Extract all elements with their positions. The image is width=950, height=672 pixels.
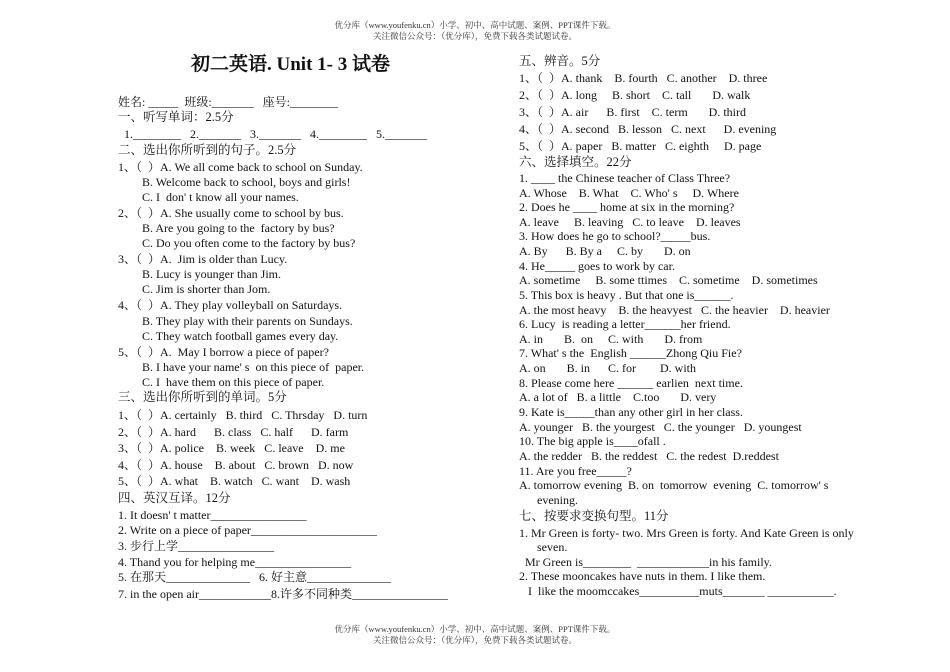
student-info: 姓名: _____ 班级:_______ 座号:________: [118, 95, 339, 109]
question-line: 2. Does he ____ home at six in the morning?: [519, 200, 735, 214]
question-line: 3. 步行上学________________: [118, 539, 275, 553]
footer-line-1: 优分库（www.youfenku.cn）小学、初中、高中试题、案例、PPT课件下载。: [334, 624, 616, 634]
header-line-2: 关注微信公众号：（优分库），免费下载各类试题试卷。: [372, 31, 577, 41]
question-line: 4. He_____ goes to work by car.: [519, 259, 675, 273]
question-line: A. sometime B. some ttimes C. sometime D. sometimes: [519, 273, 818, 287]
question-line: 2. Write on a piece of paper_____________________: [118, 523, 377, 537]
section-1-heading: 一、听写单词：2.5分: [118, 110, 234, 124]
question-line: A. younger B. the yourgest C. the younger D. youngest: [519, 420, 802, 434]
section-4-heading: 四、英汉互译。12分: [118, 491, 231, 505]
question-line: 9. Kate is_____than any other girl in her class.: [519, 405, 743, 419]
page-footer: [0, 624, 950, 646]
question-line: seven.: [519, 540, 568, 554]
question-line: 1、（ ）A. We all come back to school on Sunday.: [118, 160, 363, 174]
question-line: 4、（ ）A. house B. about C. brown D. now: [118, 458, 354, 472]
section-6-heading: 六、选择填空。22分: [519, 155, 632, 169]
question-line: 5、（ ）A. what B. watch C. want D. wash: [118, 474, 351, 488]
section-7-heading: 七、按要求变换句型。11分: [519, 509, 669, 523]
question-line: 1、（ ）A. certainly B. third C. Thrsday D. turn: [118, 408, 368, 422]
question-line: 7. What' s the English ______Zhong Qiu Fie?: [519, 346, 742, 360]
question-line: B. They play with their parents on Sundays.: [118, 314, 353, 328]
question-line: 2、（ ）A. long B. short C. tall D. walk: [519, 88, 751, 102]
section-3-heading: 三、选出你所听到的单词。5分: [118, 390, 287, 404]
question-line: 4、（ ）A. second B. lesson C. next D. evening: [519, 122, 777, 136]
question-line: B. I have your name' s on this piece of paper.: [118, 360, 365, 374]
question-line: 11. Are you free_____?: [519, 464, 632, 478]
question-line: I like the moomccakes__________muts_______ ___________.: [519, 584, 837, 598]
question-line: 2、（ ）A. hard B. class C. half D. farm: [118, 425, 349, 439]
question-line: C. I have them on this piece of paper.: [118, 375, 325, 389]
question-line: A. the redder B. the reddest C. the redest D.reddest: [519, 449, 779, 463]
question-line: 3. How does he go to school?_____bus.: [519, 229, 711, 243]
question-line: 3、（ ）A. air B. first C. term D. third: [519, 105, 746, 119]
question-line: 7. in the open air____________8.许多不同种类________________: [118, 587, 448, 601]
question-line: A. Whose B. What C. Who' s D. Where: [519, 186, 739, 200]
footer-line-2: 关注微信公众号：（优分库），免费下载各类试题试卷。: [372, 635, 577, 645]
question-line: 1. ____ the Chinese teacher of Class Three?: [519, 171, 731, 185]
question-line: A. By B. By a C. by D. on: [519, 244, 691, 258]
question-line: C. I don' t know all your names.: [118, 190, 299, 204]
question-line: 5. This box is heavy . But that one is______.: [519, 288, 734, 302]
section-2-heading: 二、选出你所听到的句子。2.5分: [118, 143, 297, 157]
question-line: 2、（ ）A. She usually come to school by bus.: [118, 206, 344, 220]
section-5-heading: 五、辨音。5分: [519, 54, 601, 68]
question-line: 1、（ ）A. thank B. fourth C. another D. three: [519, 71, 768, 85]
question-line: Mr Green is________ ____________in his family.: [519, 555, 772, 569]
question-line: 6. Lucy is reading a letter______her friend.: [519, 317, 731, 331]
question-line: B. Lucy is younger than Jim.: [118, 267, 281, 281]
header-line-1: 优分库（www.youfenku.cn）小学、初中、高中试题、案例、PPT课件下载。: [334, 20, 616, 30]
question-line: 3、（ ）A. Jim is older than Lucy.: [118, 252, 288, 266]
question-line: A. in B. on C. with D. from: [519, 332, 703, 346]
question-line: 2. These mooncakes have nuts in them. I like them.: [519, 569, 766, 583]
question-line: 5、（ ）A. paper B. matter C. eighth D. page: [519, 139, 762, 153]
question-line: 5、（ ）A. May I borrow a piece of paper?: [118, 345, 329, 359]
question-line: 10. The big apple is____ofall .: [519, 434, 666, 448]
question-line: A. a lot of B. a little C.too D. very: [519, 390, 717, 404]
question-line: 1. Mr Green is forty- two. Mrs Green is forty. And Kate Green is only: [519, 526, 854, 540]
page-header: [0, 20, 950, 42]
question-line: C. Do you often come to the factory by bus?: [118, 236, 356, 250]
question-line: C. Jim is shorter than Jom.: [118, 282, 271, 296]
question-line: A. tomorrow evening B. on tomorrow evening C. tomorrow' s: [519, 478, 829, 492]
question-line: 4. Thand you for helping me________________: [118, 555, 352, 569]
question-line: 5. 在那天______________ 6. 好主意______________: [118, 570, 392, 584]
question-line: 3、（ ）A. police B. week C. leave D. me: [118, 441, 345, 455]
question-line: B. Welcome back to school, boys and girls!: [118, 175, 351, 189]
dictation-blanks: 1.________ 2._______ 3._______ 4.________ 5._______: [118, 127, 427, 141]
question-line: A. leave B. leaving C. to leave D. leaves: [519, 215, 741, 229]
question-line: 1. It doesn' t matter________________: [118, 508, 307, 522]
question-line: A. the most heavy B. the heavyest C. the heavier D. heavier: [519, 303, 830, 317]
question-line: 8. Please come here ______ earlien next time.: [519, 376, 743, 390]
question-line: A. on B. in C. for D. with: [519, 361, 696, 375]
question-line: 4、（ ）A. They play volleyball on Saturdays.: [118, 298, 343, 312]
question-line: evening.: [519, 493, 578, 507]
question-line: C. They watch football games every day.: [118, 329, 339, 343]
page-title: 初二英语. Unit 1- 3 试卷: [191, 54, 390, 75]
question-line: B. Are you going to the factory by bus?: [118, 221, 335, 235]
